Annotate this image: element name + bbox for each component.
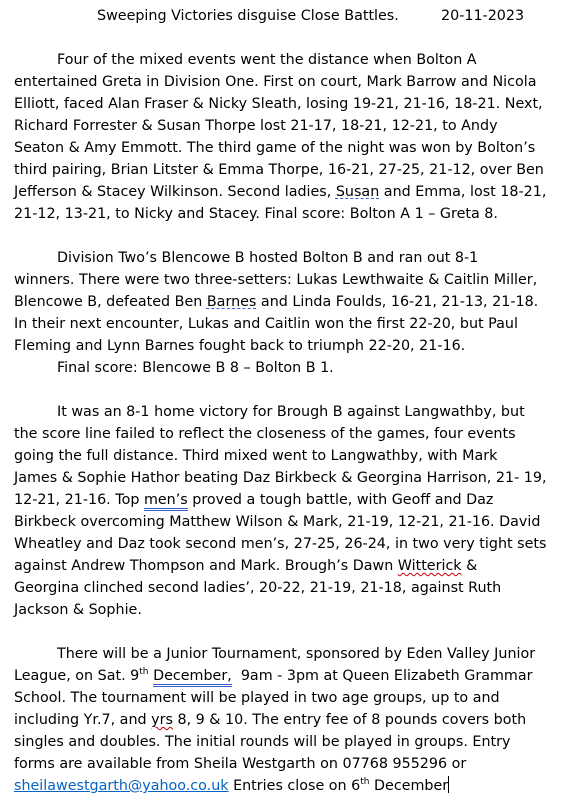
paragraph-2-line: Fleming and Lynn Barnes fought back to triumph 22-20, 21-16.	[14, 338, 466, 354]
paragraph-1-line: Richard Forrester & Susan Thorpe lost 21-17, 18-21, 12-21, to Andy	[14, 118, 498, 134]
text-run: League, on Sat. 9	[14, 668, 140, 684]
paragraph-2-line: In their next encounter, Lukas and Caitlin won the first 22-20, but Paul	[14, 316, 518, 332]
ordinal-suffix: th	[360, 777, 370, 788]
ordinal-suffix: th	[139, 667, 149, 678]
text-run: 8, 9 & 10. The entry fee of 8 pounds covers both	[172, 712, 527, 728]
text-run: including Yr.7, and	[14, 712, 152, 728]
paragraph-3-line: It was an 8-1 home victory for Brough B against Langwathby, but	[57, 404, 525, 420]
paragraph-3-line	[14, 556, 477, 578]
text-run: and Linda Foulds, 16-21, 21-13, 21-18.	[256, 294, 539, 310]
text-cursor	[448, 776, 449, 793]
paragraph-3-line: James & Sophie Hathor beating Daz Birkbeck & Georgina Harrison, 21- 19,	[14, 470, 547, 486]
text-run: and Emma, lost 18-21,	[379, 184, 547, 200]
text-run: 12-21, 21-16. Top	[14, 492, 144, 508]
text-run: proved a tough battle, with Geoff and Daz	[187, 492, 494, 508]
article-title: Sweeping Victories disguise Close Battles.	[97, 8, 399, 24]
paragraph-1-line: Seaton & Amy Emmott. The third game of the night was won by Bolton’s	[14, 140, 536, 156]
article-date: 20-11-2023	[441, 8, 525, 24]
paragraph-3-line: going the full distance. Third mixed went to Langwathby, with Mark	[14, 448, 498, 464]
paragraph-1-line: Elliott, faced Alan Fraser & Nicky Sleath, losing 19-21, 21-16, 18-21. Next,	[14, 96, 543, 112]
paragraph-4-line	[14, 710, 526, 732]
paragraph-4-line: forms are available from Sheila Westgarth on 07768 955296 or	[14, 756, 467, 772]
text-run: &	[461, 558, 478, 574]
paragraph-1-line: third pairing, Brian Litster & Emma Thorpe, 16-21, 27-25, 21-12, over Ben	[14, 162, 544, 178]
grammar-flagged-word[interactable]: Susan	[335, 184, 380, 200]
paragraph-2-line: Division Two’s Blencowe B hosted Bolton B and ran out 8-1	[57, 250, 479, 266]
grammar-flagged-word[interactable]: men’s	[144, 492, 188, 511]
text-run: 9am - 3pm at Queen Elizabeth Grammar	[231, 668, 533, 684]
paragraph-4-line: School. The tournament will be played in two age groups, up to and	[14, 690, 500, 706]
paragraph-1-line	[14, 182, 546, 204]
spelling-flagged-word[interactable]: Witterick	[397, 558, 462, 574]
grammar-flagged-word[interactable]: December,	[153, 668, 232, 687]
spelling-flagged-word[interactable]: yrs	[151, 712, 173, 728]
paragraph-3-line: Wheatley and Daz took second men’s, 27-25, 26-24, in two very tight sets	[14, 536, 547, 552]
email-link[interactable]: sheilawestgarth@yahoo.co.uk	[14, 778, 229, 794]
paragraph-4-line	[14, 776, 449, 798]
paragraph-4-line: singles and doubles. The initial rounds will be played in groups. Entry	[14, 734, 511, 750]
paragraph-4-line: There will be a Junior Tournament, sponsored by Eden Valley Junior	[57, 646, 536, 662]
paragraph-3-line: Georgina clinched second ladies’, 20-22, 21-19, 21-18, against Ruth	[14, 580, 502, 596]
paragraph-1-line: entertained Greta in Division One. First on court, Mark Barrow and Nicola	[14, 74, 537, 90]
paragraph-2-line	[14, 292, 538, 314]
paragraph-3-line	[14, 490, 493, 512]
paragraph-3-line: Birkbeck overcoming Matthew Wilson & Mark, 21-19, 12-21, 21-16. David	[14, 514, 541, 530]
text-run: Blencowe B, defeated Ben	[14, 294, 207, 310]
paragraph-1-line: 21-12, 13-21, to Nicky and Stacey. Final score: Bolton A 1 – Greta 8.	[14, 206, 498, 222]
grammar-flagged-word[interactable]: Barnes	[206, 294, 257, 310]
text-run: December	[369, 778, 449, 794]
paragraph-3-line: the score line failed to reflect the closeness of the games, four events	[14, 426, 516, 442]
paragraph-3-line: Jackson & Sophie.	[14, 602, 142, 618]
text-run: Entries close on 6	[228, 778, 361, 794]
text-run: against Andrew Thompson and Mark. Brough’s Dawn	[14, 558, 398, 574]
paragraph-2-line: Final score: Blencowe B 8 – Bolton B 1.	[57, 360, 334, 376]
paragraph-2-line: winners. There were two three-setters: Lukas Lewthwaite & Caitlin Miller,	[14, 272, 538, 288]
paragraph-1-line: Four of the mixed events went the distance when Bolton A	[57, 52, 477, 68]
text-run: Jefferson & Stacey Wilkinson. Second ladies,	[14, 184, 336, 200]
paragraph-4-line	[14, 666, 532, 688]
